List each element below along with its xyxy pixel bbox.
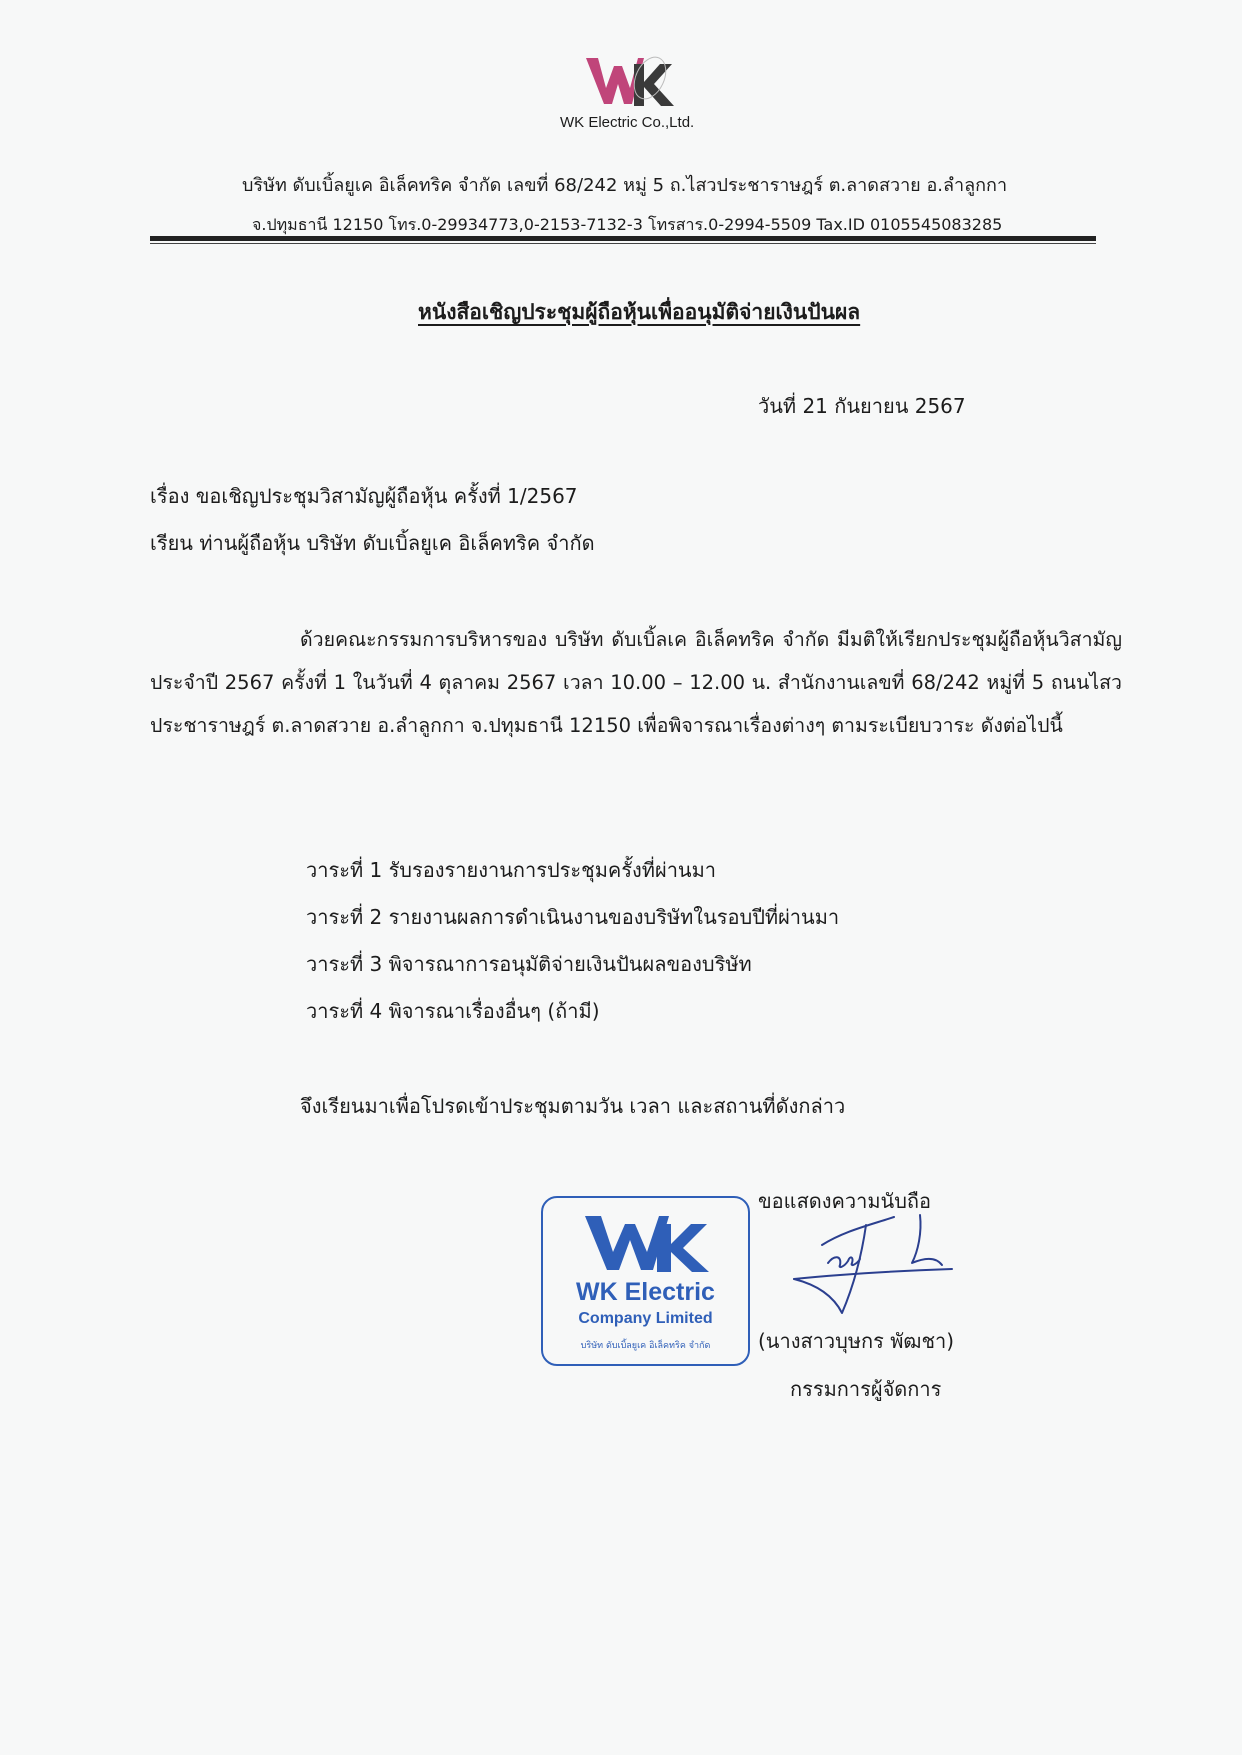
stamp-logo-icon [581,1210,711,1276]
letter-title: หนังสือเชิญประชุมผู้ถือหุ้นเพื่ออนุมัติจ่ายเงินปันผล [418,300,861,324]
stamp-company-subtitle: Company Limited [578,1310,713,1327]
company-name-en: WK Electric Co.,Ltd. [560,114,695,131]
signer-title: กรรมการผู้จัดการ [790,1377,942,1401]
stamp-thai-name: บริษัท ดับเบิ้ลยูเค อิเล็คทริค จำกัด [580,1341,711,1351]
letter-subject: เรื่อง ขอเชิญประชุมวิสามัญผู้ถือหุ้น ครั้งที่ 1/2567 [150,484,578,508]
letter-regards: ขอแสดงความนับถือ [758,1189,932,1213]
company-logo [584,54,676,110]
address-line-1: บริษัท ดับเบิ้ลยูเค อิเล็คทริค จำกัด เลขที่ 68/242 หมู่ 5 ถ.ไสวประชาราษฎร์ ต.ลาดสวาย อ.ลำลูกกา [242,175,1008,196]
agenda-item: วาระที่ 3 พิจารณาการอนุมัติจ่ายเงินปันผลของบริษัท [306,952,752,976]
agenda-item: วาระที่ 2 รายงานผลการดำเนินงานของบริษัทในรอบปีที่ผ่านมา [306,905,840,929]
letter-date: วันที่ 21 กันยายน 2567 [758,394,966,418]
agenda-item: วาระที่ 1 รับรองรายงานการประชุมครั้งที่ผ่านมา [306,858,717,882]
signer-name: (นางสาวบุษกร พัฒชา) [758,1329,955,1353]
letter-body: ด้วยคณะกรรมการบริหารของ บริษัท ดับเบิ้ลเค อิเล็คทริค จำกัด มีมติให้เรียกประชุมผู้ถือหุ้นวิสามัญ ประจำปี 2567 ครั้งที่ 1 ในวันที่ 4 ตุลาคม 2567 เวลา 10.00 – 12.00 น. สำนักงานเลขที่ 68/242 หมู่ที่ 5 ถนนไสวประชาราษฎร์ ต.ลาดสวาย อ.ลำลูกกา จ.ปทุมธานี 12150 เพื่อพิจารณาเรื่องต่างๆ ตามระเบียบวาระ ดังต่อไปนี้ [150,628,1122,737]
letter-recipient: เรียน ท่านผู้ถือหุ้น บริษัท ดับเบิ้ลยูเค อิเล็คทริค จำกัด [150,531,595,555]
letter-closing: จึงเรียนมาเพื่อโปรดเข้าประชุมตามวัน เวลา และสถานที่ดังกล่าว [300,1094,846,1118]
signature [784,1205,964,1325]
letterhead-divider [150,236,1096,241]
stamp-company-name: WK Electric [576,1278,715,1306]
letterhead-divider-thin [150,243,1096,244]
agenda-item: วาระที่ 4 พิจารณาเรื่องอื่นๆ (ถ้ามี) [306,999,600,1023]
company-stamp [541,1196,750,1366]
address-line-2: จ.ปทุมธานี 12150 โทร.0-29934773,0-2153-7132-3 โทรสาร.0-2994-5509 Tax.ID 0105545083285 [252,215,1003,234]
